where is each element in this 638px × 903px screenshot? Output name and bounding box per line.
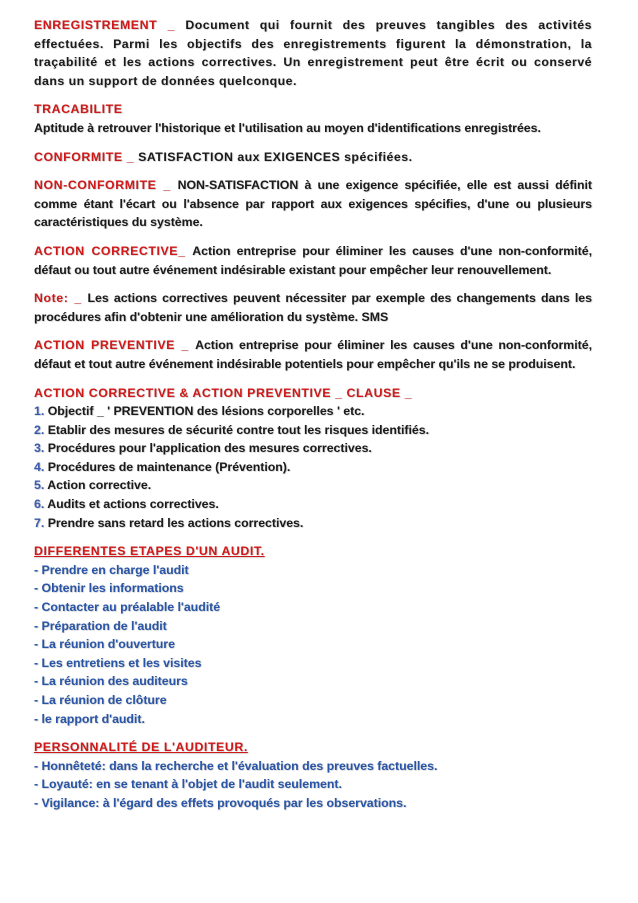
item-number: 7.: [34, 515, 45, 530]
list-item: - Les entretiens et les visites: [34, 655, 202, 670]
definition-enregistrement: [34, 16, 592, 90]
definition-text: NON-SATISFACTION à une exigence spécifiée, elle est aussi définit comme étant l'écart ou l'absence par rapport aux exigences spécifies, d'une ou plusieurs caractéristiques du système.: [34, 178, 592, 230]
definition-text: Document qui fournit des preuves tangibles des activités effectuées. Parmi les objectifs des enregistrements figurent la démonstration, la traçabilité et les actions correctives. Un enregistrement peut être écrit ou conservé dans un support de données quelconque.: [34, 18, 592, 88]
list-item: - Contacter au préalable l'audité: [34, 600, 221, 615]
personnalite-list: [34, 757, 592, 813]
document-page: [34, 16, 592, 813]
term-tracabilite: [34, 100, 592, 119]
item-text: Etablir des mesures de sécurité contre tout les risques identifiés.: [47, 422, 430, 437]
list-item: - La réunion des auditeurs: [34, 674, 188, 689]
term-label: ACTION PREVENTIVE: [34, 338, 175, 353]
list-item: - Vigilance: à l'égard des effets provoqués par les observations.: [34, 795, 407, 810]
list-item: - Obtenir les informations: [34, 581, 184, 596]
separator: _: [178, 243, 193, 258]
item-number: 4.: [34, 459, 45, 474]
list-item: [34, 458, 592, 477]
clause-list: [34, 402, 592, 532]
item-number: 2.: [34, 422, 45, 437]
item-text: Action corrective.: [47, 478, 152, 493]
list-item: - Loyauté: en se tenant à l'objet de l'audit seulement.: [34, 777, 342, 792]
note-label: Note:: [34, 291, 69, 306]
list-item: - La réunion d'ouverture: [34, 637, 175, 652]
list-item: - La réunion de clôture: [34, 693, 167, 707]
list-item: - Honnêteté: dans la recherche et l'évaluation des preuves factuelles.: [34, 758, 438, 773]
separator: _: [157, 18, 186, 32]
note-block: [34, 289, 592, 326]
list-item: [34, 402, 592, 421]
list-item: - Prendre en charge l'audit: [34, 562, 189, 577]
item-number: 6.: [34, 497, 45, 512]
definition-tracabilite: Aptitude à retrouver l'historique et l'utilisation au moyen d'identifications enregistrées.: [34, 120, 541, 135]
definition-conformite: [34, 148, 592, 167]
definition-text: Action entreprise pour éliminer les causes d'une non-conformité, défaut ou tout autre événement indésirable existant pour empêcher leur renouvellement.: [34, 243, 592, 277]
etapes-list: [34, 561, 592, 728]
separator: _: [174, 338, 196, 353]
clause-heading: ACTION CORRECTIVE & ACTION PREVENTIVE _ CLAUSE _: [34, 385, 413, 400]
separator: _: [68, 291, 88, 306]
definition-non-conformite: [34, 176, 592, 232]
term-label: NON-CONFORMITE: [34, 178, 157, 193]
list-item: [34, 421, 592, 440]
list-item: - le rapport d'audit.: [34, 711, 145, 726]
note-text: Les actions correctives peuvent nécessiter par exemple des changements dans les procédures afin d'obtenir une amélioration du système. SMS: [34, 291, 592, 324]
definition-text: SATISFACTION aux EXIGENCES spécifiées.: [138, 149, 413, 164]
definition-action-preventive: [34, 336, 592, 373]
definition-action-corrective: [34, 242, 592, 279]
item-text: Audits et actions correctives.: [47, 497, 219, 512]
list-item: - Préparation de l'audit: [34, 618, 167, 633]
list-item: [34, 514, 592, 533]
item-text: Procédures de maintenance (Prévention).: [47, 459, 291, 474]
separator: _: [156, 178, 178, 193]
item-text: Procédures pour l'application des mesures correctives.: [47, 441, 372, 456]
etapes-heading: DIFFERENTES ETAPES D'UN AUDIT.: [34, 544, 265, 559]
personnalite-heading: PERSONNALITÉ DE L'AUDITEUR.: [34, 740, 248, 755]
term-label: TRACABILITE: [34, 102, 123, 117]
term-enregistrement: ENREGISTREMENT: [34, 18, 158, 32]
item-number: 3.: [34, 441, 45, 456]
separator: _: [122, 149, 139, 164]
item-text: Objectif _ ' PREVENTION des lésions corporelles ' etc.: [47, 404, 365, 419]
item-text: Prendre sans retard les actions correctives.: [47, 515, 304, 530]
list-item: [34, 476, 592, 495]
term-label: CONFORMITE: [34, 149, 123, 164]
list-item: [34, 439, 592, 458]
item-number: 1.: [34, 404, 45, 419]
item-number: 5.: [34, 478, 45, 493]
definition-text: Action entreprise pour éliminer les causes d'une non-conformité, défaut et tout autre événement indésirable potentiels pour empêcher qu'ils ne se produisent.: [34, 338, 592, 371]
list-item: [34, 495, 592, 514]
term-label: ACTION CORRECTIVE: [34, 243, 179, 258]
